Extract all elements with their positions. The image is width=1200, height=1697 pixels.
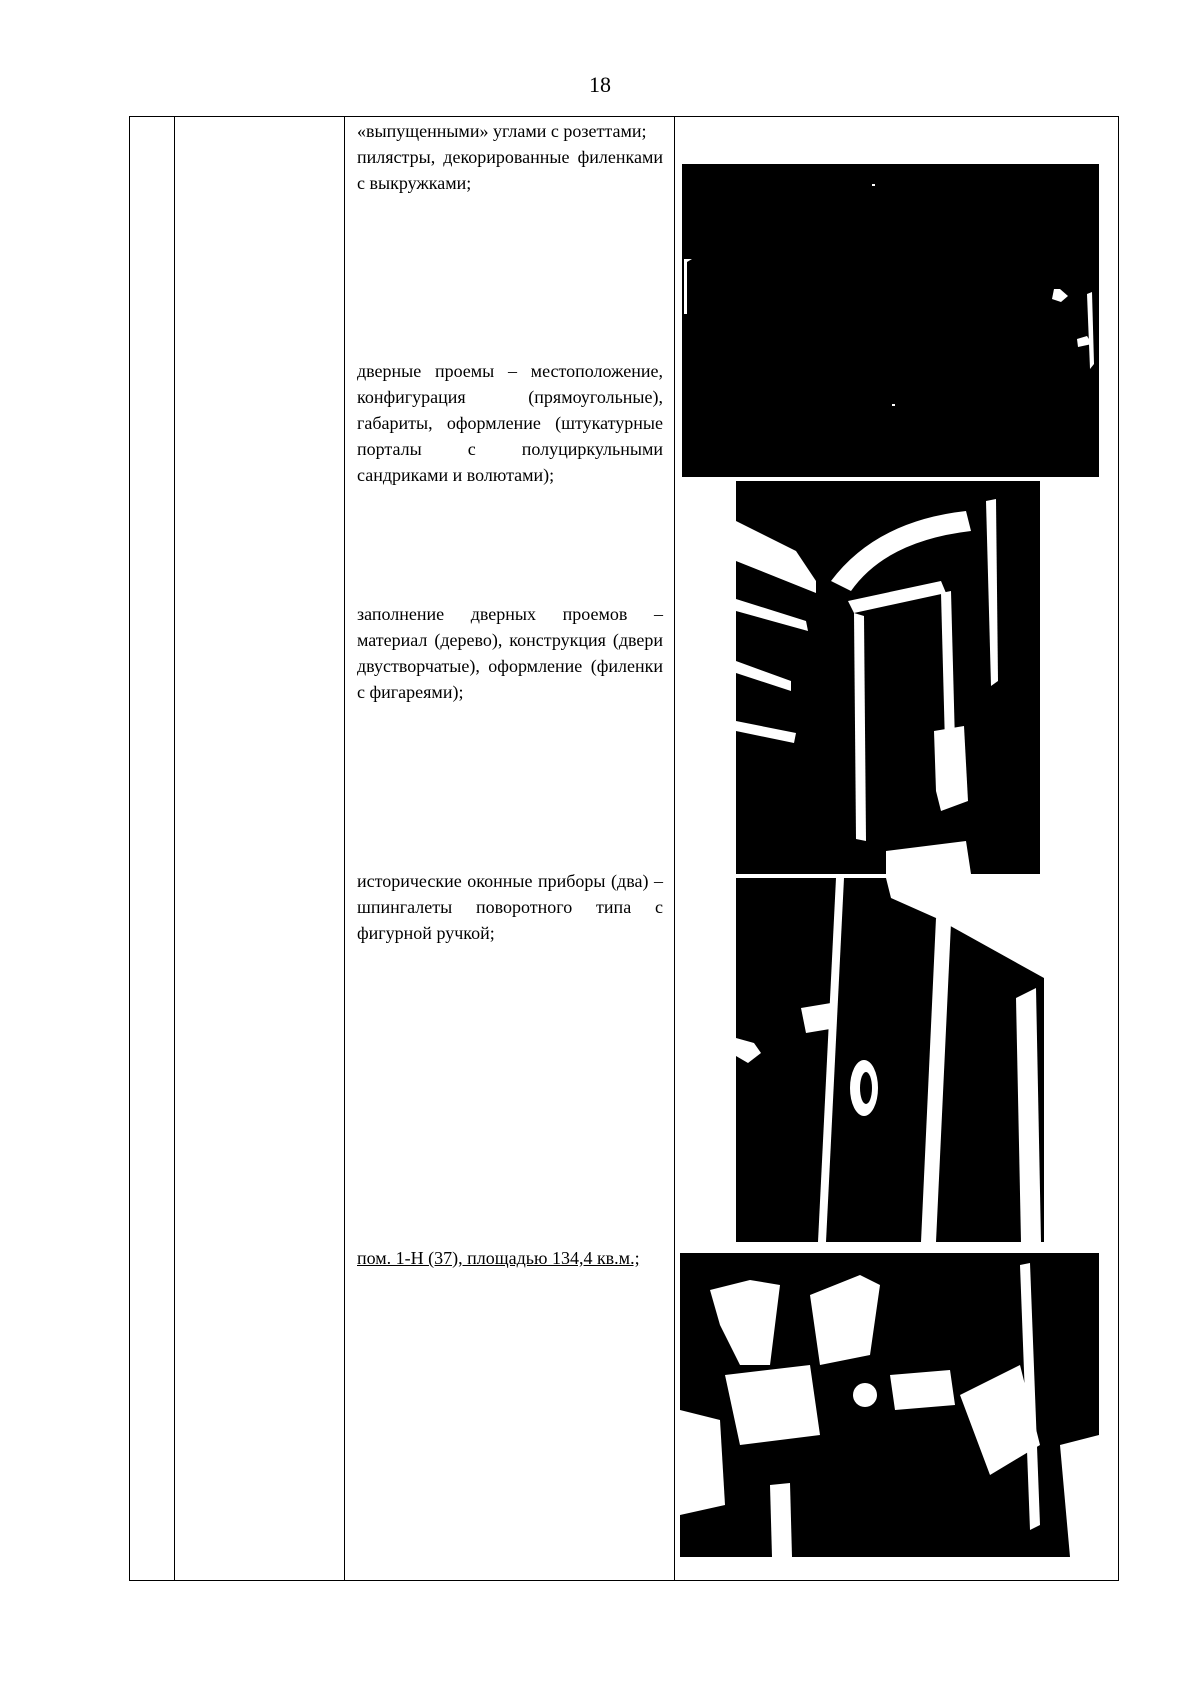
text-line: дверные проемы – местоположение, конфигурация (прямоугольные), габариты, оформление (штукатурные порталы с полуциркульными сандриками и волютами); bbox=[357, 361, 663, 485]
room-interior-photo-icon bbox=[680, 1245, 1099, 1557]
text-block-window-devices bbox=[357, 868, 663, 946]
text-block-ceiling bbox=[357, 118, 663, 196]
page-number: 18 bbox=[589, 72, 611, 97]
room-heading: пом. 1-Н (37), площадью 134,4 кв.м.; bbox=[357, 1248, 640, 1268]
text-line: заполнение дверных проемов – материал (дерево), конструкция (двери двустворчатые), оформление (филенки с фигареями); bbox=[357, 604, 663, 702]
column-divider-3 bbox=[674, 117, 675, 1580]
text-block-door-fill bbox=[357, 601, 663, 705]
text-line: пилястры, декорированные филенками с выкружками; bbox=[357, 147, 663, 193]
text-block-door-openings bbox=[357, 358, 663, 488]
text-block-room-1n bbox=[357, 1245, 663, 1271]
text-line: «выпущенными» углами с розеттами; bbox=[357, 121, 647, 141]
column-divider-1 bbox=[174, 117, 175, 1580]
text-line: исторические оконные приборы (два) – шпингалеты поворотного типа с фигурной ручкой; bbox=[357, 871, 663, 943]
window-latch-photo-icon bbox=[736, 878, 1044, 1242]
door-portal-photo-icon bbox=[736, 481, 1040, 874]
column-divider-2 bbox=[344, 117, 345, 1580]
dark-interior-photo-icon bbox=[682, 164, 1099, 477]
